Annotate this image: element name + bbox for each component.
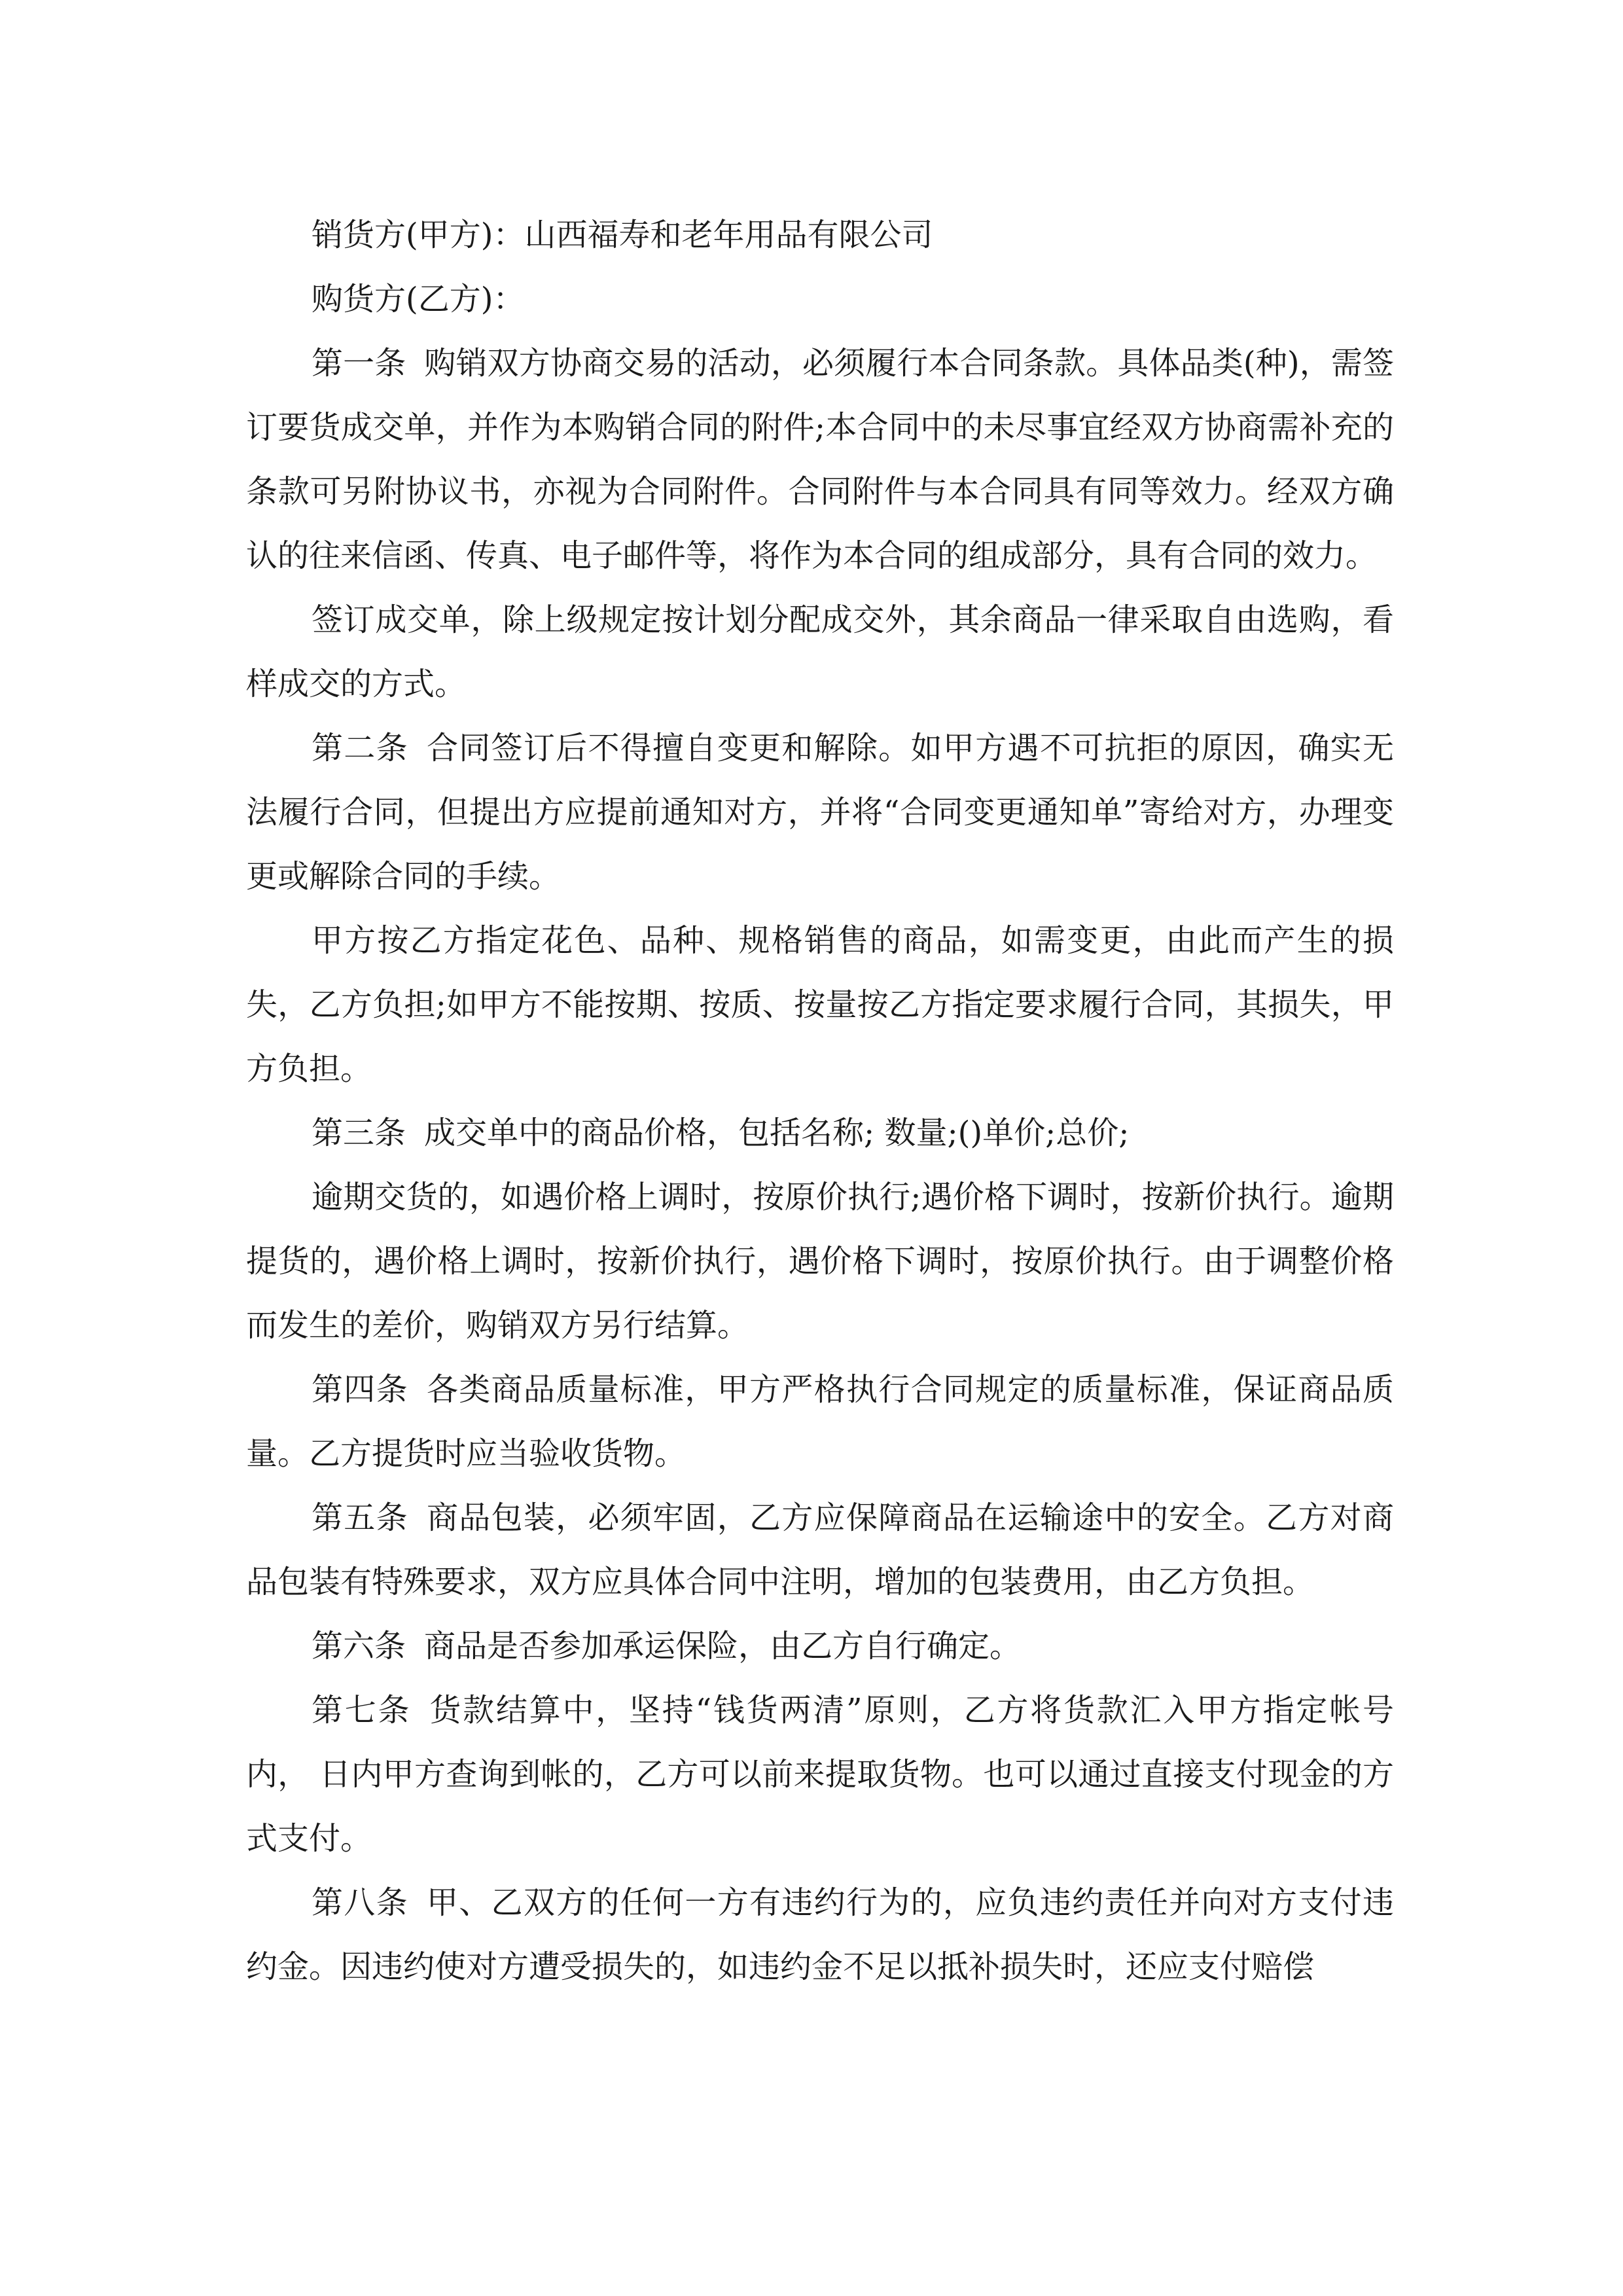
seller-line: 销货方(甲方)：山西福寿和老年用品有限公司 xyxy=(312,217,933,253)
article-text: 商品包装，必须牢固，乙方应保障商品在运输途中的安全。乙方对商品包装有特殊要求，双方应具体合同中注明，增加的包装费用，由乙方负担。 xyxy=(246,1499,1394,1600)
article-paragraph xyxy=(246,1678,1394,1871)
contract-body xyxy=(246,203,1394,1999)
buyer-line: 购货方(乙方)： xyxy=(312,281,525,317)
article-label: 第三条 xyxy=(312,1115,406,1151)
article-text: 逾期交货的，如遇价格上调时，按原价执行;遇价格下调时，按新价执行。逾期提货的，遇价格上调时，按新价执行，遇价格下调时，按原价执行。由于调整价格而发生的差价，购销双方另行结算。 xyxy=(246,1179,1394,1344)
article-paragraph xyxy=(246,331,1394,588)
article-text: 签订成交单，除上级规定按计划分配成交外，其余商品一律采取自由选购，看样成交的方式。 xyxy=(246,601,1394,702)
article-label: 第五条 xyxy=(312,1499,408,1536)
article-label: 第八条 xyxy=(312,1884,408,1921)
article-paragraph xyxy=(246,908,1394,1101)
article-label: 第二条 xyxy=(312,730,408,766)
article-paragraph xyxy=(246,588,1394,716)
article-text: 甲、乙双方的任何一方有违约行为的，应负违约责任并向对方支付违约金。因违约使对方遭受损失的，如违约金不足以抵补损失时，还应支付赔偿 xyxy=(246,1884,1394,1985)
article-paragraph xyxy=(246,1101,1394,1165)
article-paragraph xyxy=(246,1357,1394,1486)
article-text: 货款结算中，坚持“钱货两清”原则，乙方将货款汇入甲方指定帐号内， 日内甲方查询到帐的，乙方可以前来提取货物。也可以通过直接支付现金的方式支付。 xyxy=(246,1692,1394,1857)
article-label: 第七条 xyxy=(312,1692,412,1729)
article-label: 第一条 xyxy=(312,345,406,382)
article-text: 各类商品质量标准，甲方严格执行合同规定的质量标准，保证商品质量。乙方提货时应当验收货物。 xyxy=(246,1371,1394,1472)
article-paragraph xyxy=(246,1486,1394,1614)
article-text: 购销双方协商交易的活动，必须履行本合同条款。具体品类(种)，需签订要货成交单，并作为本购销合同的附件;本合同中的未尽事宜经双方协商需补充的条款可另附协议书，亦视为合同附件。合同附件与本合同具有同等效力。经双方确认的往来信函、传真、电子邮件等，将作为本合同的组成部分，具有合同的效力。 xyxy=(246,345,1394,574)
article-paragraph xyxy=(246,1165,1394,1357)
article-paragraph xyxy=(246,1871,1394,1999)
article-text: 成交单中的商品价格，包括名称; 数量;()单价;总价; xyxy=(424,1115,1130,1151)
article-text: 甲方按乙方指定花色、品种、规格销售的商品，如需变更，由此而产生的损失，乙方负担;如甲方不能按期、按质、按量按乙方指定要求履行合同，其损失，甲方负担。 xyxy=(246,922,1394,1087)
article-label: 第六条 xyxy=(312,1628,406,1664)
article-text: 商品是否参加承运保险，由乙方自行确定。 xyxy=(424,1628,1022,1664)
article-paragraph xyxy=(246,1614,1394,1678)
article-label: 第四条 xyxy=(312,1371,408,1408)
article-paragraph xyxy=(246,716,1394,908)
article-text: 合同签订后不得擅自变更和解除。如甲方遇不可抗拒的原因，确实无法履行合同，但提出方应提前通知对方，并将“合同变更通知单”寄给对方，办理变更或解除合同的手续。 xyxy=(246,730,1394,895)
